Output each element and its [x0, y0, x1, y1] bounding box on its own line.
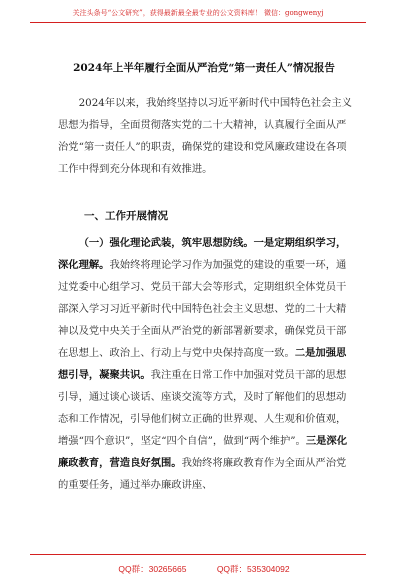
para-lead-3: 三是深化廉政教育，营造良好氛围。 [58, 435, 348, 469]
intro-paragraph [58, 92, 354, 180]
footer-qq-group-2: QQ群：535304092 [216, 564, 290, 574]
para-lead-1: （一）强化理论武装，筑牢思想防线。一是定期组织学习，深化理解。 [58, 237, 347, 271]
para-lead-2: 二是加强思想引导，凝聚共识。 [58, 347, 347, 381]
para-text-3: 我始终将廉政教育作为全面从严治党的重要任务，通过举办廉政讲座、 [58, 457, 347, 491]
section1-paragraph [58, 232, 354, 496]
footer-contacts [0, 563, 408, 575]
footer-qq-group-1: QQ群：30265665 [118, 564, 187, 574]
document-title: 2024年上半年履行全面从严治党“第一责任人”情况报告 [73, 62, 335, 74]
section-heading: 一、工作开展情况 [84, 210, 168, 222]
footer-divider [30, 554, 366, 555]
header-banner: 关注头条号“公文研究”，获得最新最全最专业的公文资料库！ 微信：gongwenyj [72, 9, 324, 17]
intro-text: 2024年以来，我始终坚持以习近平新时代中国特色社会主义思想为指导，全面贯彻落实党的二十大精神，认真履行全面从严治党“第一责任人”的职责，确保党的建设和党风廉政建设在各项工作中得到充分体现和有效推进。 [58, 97, 352, 175]
header-divider [30, 22, 366, 23]
para-text-2: 我注重在日常工作中加强对党员干部的思想引导，通过谈心谈话、座谈交流等方式，及时了解他们的思想动态和工作情况，引导他们树立正确的世界观、人生观和价值观，增强“四个意识”，坚定“四个自信”，做到“两个维护”。 [58, 369, 347, 447]
para-text-1: 我始终将理论学习作为加强党的建设的重要一环，通过党委中心组学习、党员干部大会等形式，定期组织全体党员干部深入学习习近平新时代中国特色社会主义思想、党的二十大精神以及党中央关于全面从严治党的新部署新要求，确保党员干部在思想上、政治上、行动上与党中央保持高度一致。 [58, 259, 347, 359]
